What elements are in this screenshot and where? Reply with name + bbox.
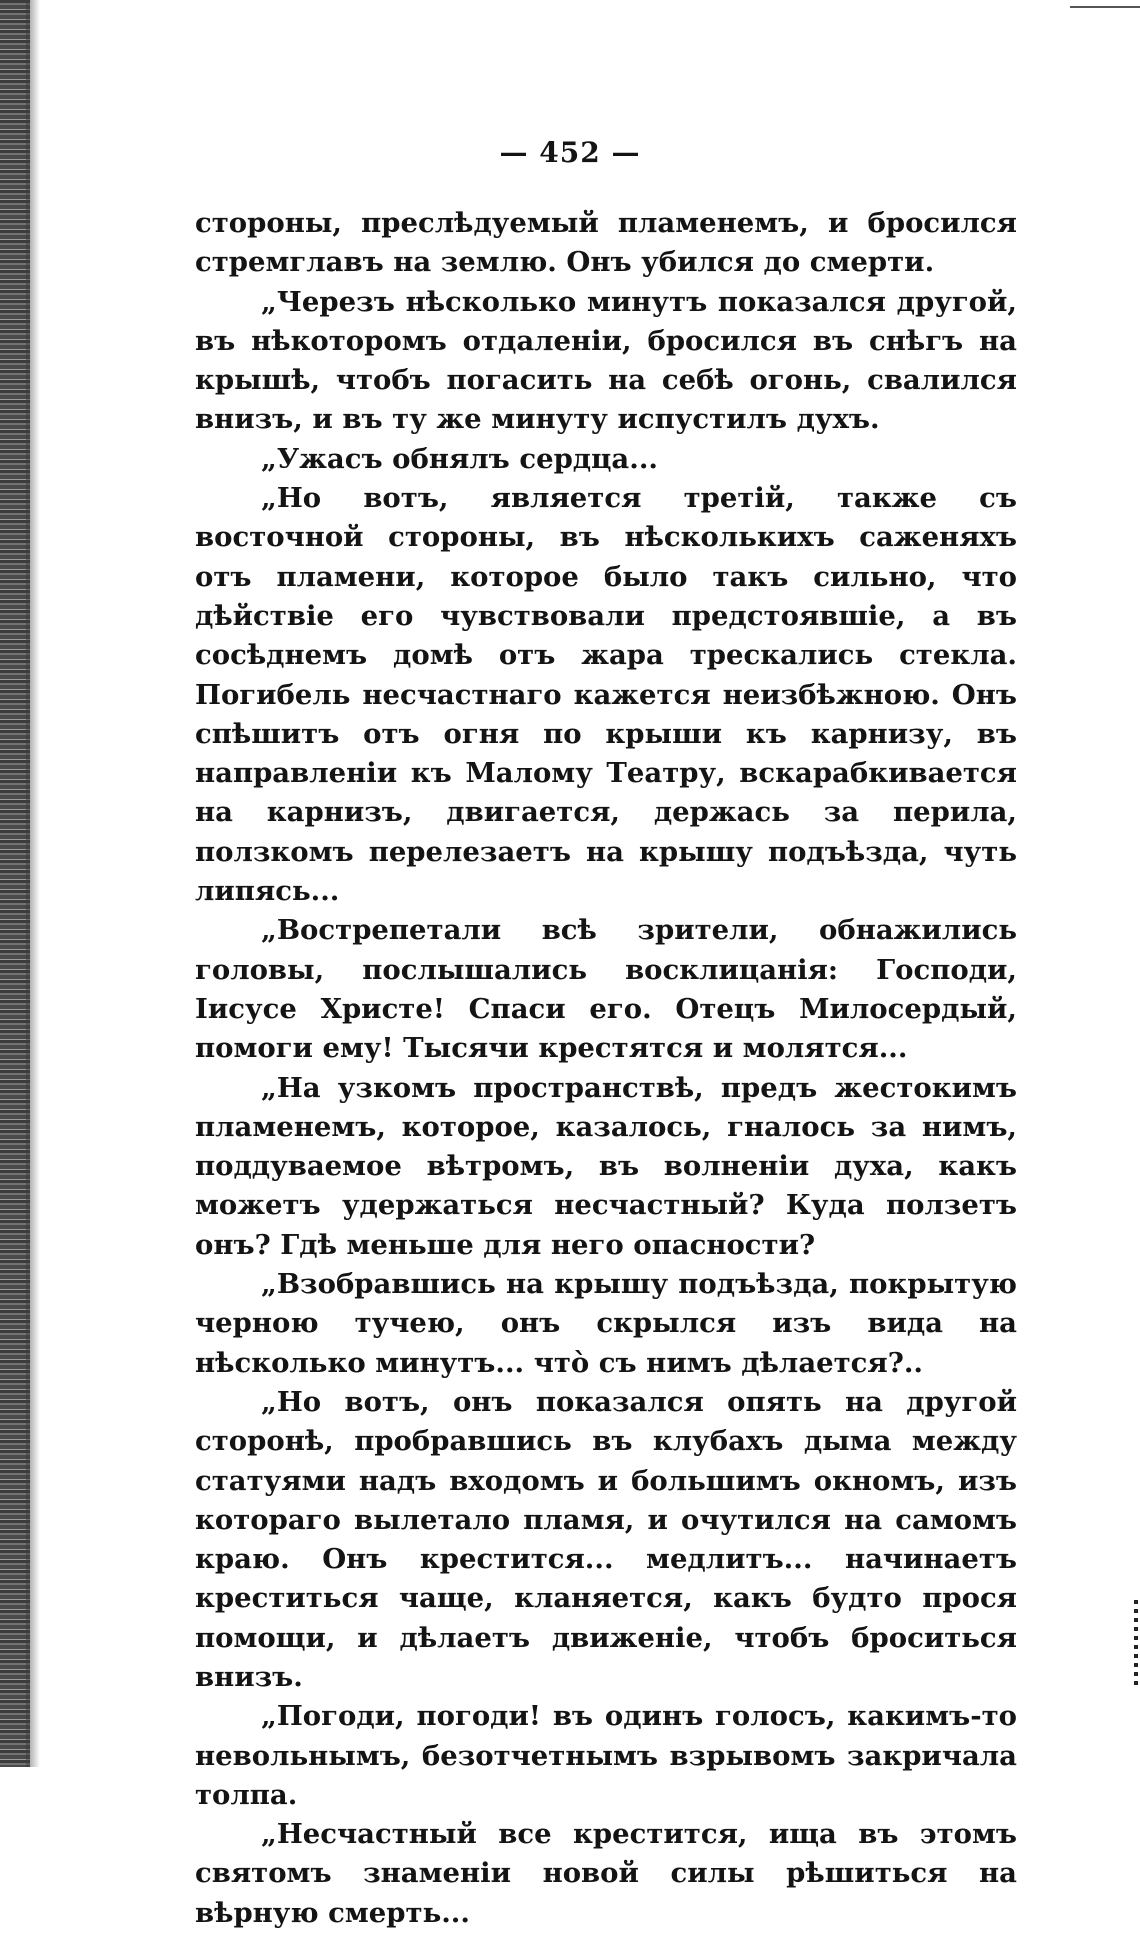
paragraph: „Черезъ нѣсколько минутъ показался другой, въ нѣкоторомъ отдаленіи, бросился въ снѣгъ на крышѣ, чтобъ погасить на себѣ огонь, свалился внизъ, и въ ту же минуту испустилъ духъ. [195,285,1017,436]
paragraph: „Но вотъ, онъ показался опять на другой сторонѣ, пробравшись въ клубахъ дыма между статуями надъ входомъ и большимъ окномъ, изъ котораго вылетало пламя, и очутился на самомъ краю. Онъ крестится... медлитъ... начинаетъ креститься чаще, кланяется, какъ будто прося помощи, и дѣлаетъ движеніе, чтобъ броситься внизъ. [195,1385,1017,1693]
body-text [195,204,1017,1933]
paragraph: „Ужасъ обнялъ сердца... [261,442,658,475]
paragraph: „Несчастный все крестится, ища въ этомъ святомъ знаменіи новой силы рѣшиться на вѣрную смерть... [195,1818,1017,1929]
scan-edge-line [1070,6,1140,8]
paragraph: „На узкомъ пространствѣ, предъ жестокимъ пламенемъ, которое, казалось, гналось за нимъ, поддуваемое вѣтромъ, въ волненіи духа, какъ можетъ удержаться несчастный? Куда ползетъ онъ? Гдѣ меньше для него опасности? [195,1071,1017,1261]
paragraph: „Но вотъ, является третій, также съ восточной стороны, въ нѣсколькихъ саженяхъ отъ пламени, которое было такъ сильно, что дѣйствіе его чувствовали предстоявшіе, а въ сосѣднемъ домѣ отъ жара трескались стекла. Погибель несчастнаго кажется неизбѣжною. Онъ спѣшитъ отъ огня по крыши къ карнизу, въ направленіи къ Малому Театру, вскарабкивается на карнизъ, двигается, держась за перила, ползкомъ перелезаетъ на крышу подъѣзда, чуть липясь... [195,482,1017,908]
paragraph: „Вострепетали всѣ зрители, обнажились головы, послышались восклицанія: Господи, Іисусе Христе! Спаси его. Отецъ Милосердый, помоги ему! Тысячи крестятся и молятся... [195,914,1017,1065]
paragraph: „Погоди, погоди! въ одинъ голосъ, какимъ-то невольнымъ, безотчетнымъ взрывомъ закричала толпа. [195,1700,1017,1811]
paragraph: „Взобравшись на крышу подъѣзда, покрытую черною тучею, онъ скрылся изъ вида на нѣсколько минутъ... что̀ съ нимъ дѣлается?.. [195,1268,1017,1379]
scan-edge-mark [1134,1600,1138,1690]
binding-fade [26,0,40,1767]
paragraph-continuation: стороны, преслѣдуемый пламенемъ, и бросился стремглавъ на землю. Онъ убился до смерти. [195,207,1017,279]
page-number: — 452 — [499,136,641,169]
